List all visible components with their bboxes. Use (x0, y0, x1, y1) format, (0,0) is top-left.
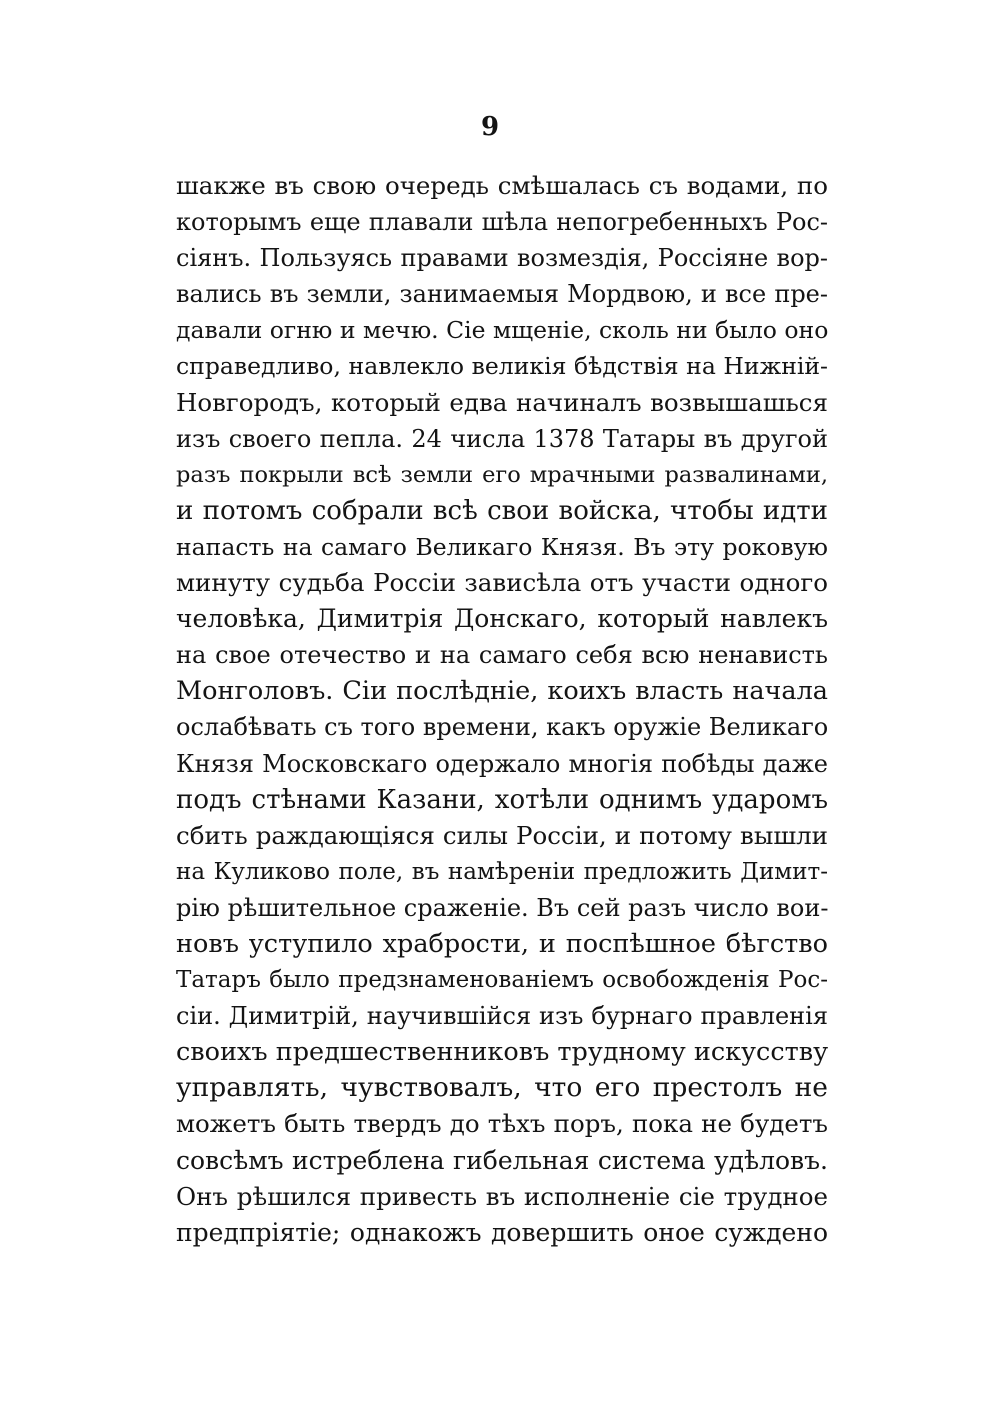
text-line: на Куликово поле, въ намѣреніи предложить Димит- (176, 858, 828, 885)
text-line: вались въ земли, занимаемыя Мордвою, и все пре- (176, 280, 828, 309)
text-line: человѣка, Димитрія Донскаго, который навлекъ (176, 604, 828, 634)
text-line: новъ уступило храбрости, и поспѣшное бѣгство (176, 928, 828, 959)
text-line: своихъ предшественниковъ трудному искусству (176, 1037, 828, 1068)
text-line: давали огню и мечю. Сіе мщеніе, сколь ни было оно (176, 316, 828, 345)
page-number: 9 (480, 112, 500, 142)
text-line: изъ своего пепла. 24 числа 1378 Татары въ другой (176, 424, 828, 453)
text-line: минуту судьба Россіи зависѣла отъ участи одного (176, 568, 828, 598)
text-line: на свое отечество и на самаго себя всю ненависть (176, 641, 828, 670)
text-line: сіи. Димитрій, научившійся изъ бурнаго правленія (176, 1002, 828, 1031)
text-line: предпріятіе; однакожъ довершить оное суждено (176, 1217, 828, 1247)
text-line: ослабѣвать съ того времени, какъ оружіе Великаго (176, 713, 828, 742)
text-line: справедливо, навлекло великія бѣдствія на Нижній- (176, 352, 828, 381)
text-line: Князя Московскаго одержало многія побѣды даже (176, 749, 828, 778)
text-line: напасть на самаго Великаго Князя. Въ эту роковую (176, 532, 828, 561)
text-line: Новгородъ, который едва начиналъ возвышашься (176, 387, 828, 417)
text-line: разъ покрыли всѣ земли его мрачными развалинами, (176, 461, 828, 488)
text-line: сіянъ. Пользуясь правами возмездія, Россіяне вор- (176, 244, 828, 273)
body-text (176, 168, 828, 1251)
text-line: можетъ быть твердъ до тѣхъ поръ, пока не будетъ (176, 1109, 828, 1139)
text-line: которымъ еще плавали шѣла непогребенныхъ Рос- (176, 208, 828, 237)
text-line: Онъ рѣшился привесть въ исполненіе сіе трудное (176, 1181, 828, 1211)
text-line: подъ стѣнами Казани, хотѣли однимъ ударомъ (176, 784, 828, 815)
text-line: совсѣмъ истреблена гибельная система удѣловъ. (176, 1145, 828, 1175)
text-line: Татаръ было предзнаменованіемъ освобожденія Рос- (176, 967, 828, 994)
text-line: и потомъ собрали всѣ свои войска, чтобы идти (176, 495, 828, 526)
text-line: Монголовъ. Сіи послѣдніе, коихъ власть начала (176, 676, 828, 707)
text-line: шакже въ свою очередь смѣшалась съ водами, по (176, 171, 828, 200)
text-line: сбить раждающіяся силы Россіи, и потому вышли (176, 820, 828, 850)
text-line: рію рѣшительное сраженіе. Въ сей разъ число вои- (176, 893, 828, 922)
text-line: управлять, чувствовалъ, что его престолъ не (176, 1072, 828, 1104)
